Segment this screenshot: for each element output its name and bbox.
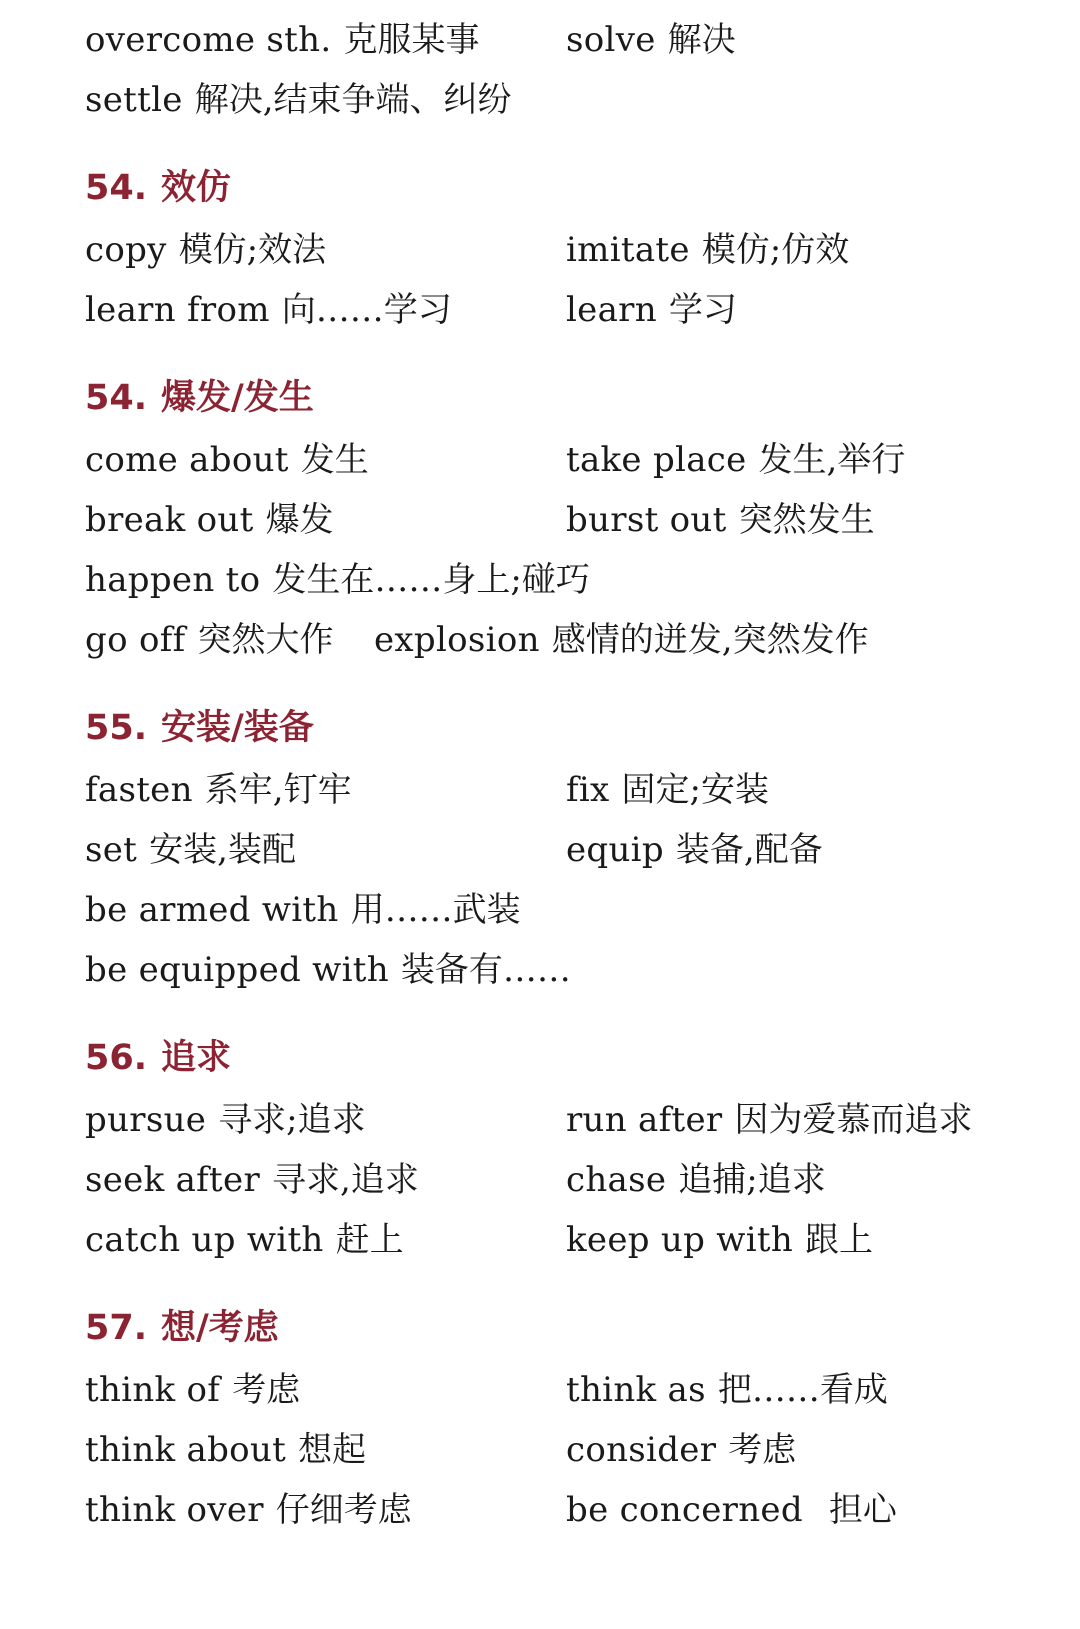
section-title: 想/考虑	[161, 1308, 279, 1348]
english-phrase: overcome sth.	[85, 20, 332, 60]
vocab-entry	[566, 492, 875, 548]
vocab-entry	[85, 222, 326, 278]
english-phrase: think about	[85, 1430, 287, 1470]
vocab-entry	[85, 432, 369, 488]
english-phrase: imitate	[566, 230, 690, 270]
vocab-entry	[85, 1362, 300, 1418]
chinese-meaning: 学习	[668, 290, 737, 330]
chinese-meaning: 用……武装	[350, 890, 521, 930]
vocab-row	[0, 552, 1080, 608]
vocab-row	[0, 1092, 1080, 1148]
vocab-row	[0, 72, 1080, 128]
section-title: 爆发/发生	[161, 378, 314, 418]
section-number: 55.	[85, 708, 148, 748]
vocab-row	[0, 762, 1080, 818]
vocab-entry	[85, 1152, 419, 1208]
section-title: 追求	[161, 1038, 232, 1078]
english-phrase: come about	[85, 440, 289, 480]
english-phrase: break out	[85, 500, 254, 540]
vocab-entry	[85, 822, 296, 878]
english-phrase: think as	[566, 1370, 706, 1410]
chinese-meaning: 担心	[828, 1490, 897, 1530]
section-heading-install	[85, 700, 314, 756]
section-number: 56.	[85, 1038, 148, 1078]
vocab-entry	[566, 1212, 873, 1268]
chinese-meaning: 考虑	[728, 1430, 797, 1470]
english-phrase: explosion	[374, 620, 540, 660]
vocab-row	[0, 612, 1080, 668]
vocab-entry	[85, 612, 333, 668]
english-phrase: be equipped with	[85, 950, 389, 990]
vocab-row	[0, 1362, 1080, 1418]
section-title: 效仿	[161, 168, 232, 208]
english-phrase: solve	[566, 20, 656, 60]
vocab-entry	[566, 432, 905, 488]
vocab-entry	[85, 882, 521, 938]
vocab-row	[0, 1482, 1080, 1538]
chinese-meaning: 固定;安装	[621, 770, 770, 810]
chinese-meaning: 感情的迸发,突然发作	[551, 620, 869, 660]
vocab-entry	[566, 762, 769, 818]
vocab-entry	[566, 1092, 972, 1148]
section-number: 57.	[85, 1308, 148, 1348]
english-phrase: think over	[85, 1490, 264, 1530]
vocab-entry	[85, 1482, 412, 1538]
vocab-entry	[566, 12, 736, 68]
english-phrase: burst out	[566, 500, 727, 540]
english-phrase: learn from	[85, 290, 270, 330]
english-phrase: happen to	[85, 560, 261, 600]
chinese-meaning: 考虑	[232, 1370, 301, 1410]
chinese-meaning: 解决,结束争端、纠纷	[194, 80, 512, 120]
vocab-row	[0, 1212, 1080, 1268]
english-phrase: equip	[566, 830, 664, 870]
english-phrase: go off	[85, 620, 186, 660]
vocab-entry	[85, 1212, 404, 1268]
vocab-row	[0, 942, 1080, 998]
section-number: 54.	[85, 378, 148, 418]
chinese-meaning: 克服某事	[343, 20, 480, 60]
vocab-row	[0, 1422, 1080, 1478]
section-number: 54.	[85, 168, 148, 208]
english-phrase: settle	[85, 80, 183, 120]
vocab-entry	[85, 282, 452, 338]
chinese-meaning: 突然大作	[197, 620, 334, 660]
chinese-meaning: 想起	[298, 1430, 367, 1470]
vocab-entry	[374, 612, 869, 668]
chinese-meaning: 系牢,钉牢	[204, 770, 352, 810]
chinese-meaning: 向……学习	[281, 290, 452, 330]
section-heading-imitate	[85, 160, 231, 216]
vocab-entry	[566, 1152, 826, 1208]
vocab-row	[0, 822, 1080, 878]
chinese-meaning: 追捕;追求	[678, 1160, 826, 1200]
chinese-meaning: 跟上	[805, 1220, 874, 1260]
english-phrase: seek after	[85, 1160, 260, 1200]
chinese-meaning: 寻求;追求	[218, 1100, 366, 1140]
english-phrase: copy	[85, 230, 167, 270]
section-heading-break-out	[85, 370, 314, 426]
vocab-entry	[566, 1482, 897, 1538]
vocab-entry	[85, 492, 334, 548]
vocab-entry	[566, 1422, 796, 1478]
english-phrase: learn	[566, 290, 657, 330]
section-title: 安装/装备	[161, 708, 314, 748]
chinese-meaning: 因为爱慕而追求	[734, 1100, 973, 1140]
vocab-entry	[85, 1092, 366, 1148]
vocab-row	[0, 282, 1080, 338]
vocab-row	[0, 12, 1080, 68]
vocab-entry	[85, 762, 352, 818]
chinese-meaning: 装备有……	[400, 950, 571, 990]
english-phrase: take place	[566, 440, 747, 480]
english-phrase: catch up with	[85, 1220, 324, 1260]
english-phrase: consider	[566, 1430, 717, 1470]
chinese-meaning: 仔细考虑	[275, 1490, 412, 1530]
vocab-row	[0, 492, 1080, 548]
english-phrase: keep up with	[566, 1220, 794, 1260]
vocab-row	[0, 432, 1080, 488]
chinese-meaning: 突然发生	[738, 500, 875, 540]
english-phrase: be armed with	[85, 890, 339, 930]
chinese-meaning: 发生	[300, 440, 369, 480]
english-phrase: set	[85, 830, 138, 870]
vocab-entry	[566, 282, 737, 338]
vocab-entry	[85, 942, 571, 998]
english-phrase: be concerned	[566, 1490, 803, 1530]
chinese-meaning: 模仿;效法	[178, 230, 327, 270]
chinese-meaning: 寻求,追求	[272, 1160, 419, 1200]
english-phrase: fix	[566, 770, 610, 810]
chinese-meaning: 装备,配备	[675, 830, 823, 870]
chinese-meaning: 解决	[667, 20, 736, 60]
english-phrase: run after	[566, 1100, 723, 1140]
section-heading-pursue	[85, 1030, 231, 1086]
vocab-row	[0, 882, 1080, 938]
chinese-meaning: 把……看成	[717, 1370, 888, 1410]
vocab-row	[0, 222, 1080, 278]
section-heading-think	[85, 1300, 279, 1356]
chinese-meaning: 发生,举行	[758, 440, 906, 480]
english-phrase: think of	[85, 1370, 221, 1410]
vocab-entry	[566, 1362, 888, 1418]
english-phrase: pursue	[85, 1100, 207, 1140]
vocab-entry	[85, 12, 479, 68]
english-phrase: fasten	[85, 770, 193, 810]
chinese-meaning: 模仿;仿效	[701, 230, 850, 270]
vocab-entry	[85, 72, 512, 128]
vocab-entry	[85, 552, 590, 608]
vocab-entry	[566, 822, 823, 878]
chinese-meaning: 爆发	[265, 500, 334, 540]
vocab-entry	[566, 222, 849, 278]
vocab-row	[0, 1152, 1080, 1208]
vocab-entry	[85, 1422, 366, 1478]
chinese-meaning: 发生在……身上;碰巧	[272, 560, 590, 600]
english-phrase: chase	[566, 1160, 667, 1200]
chinese-meaning: 赶上	[335, 1220, 404, 1260]
chinese-meaning: 安装,装配	[149, 830, 296, 870]
